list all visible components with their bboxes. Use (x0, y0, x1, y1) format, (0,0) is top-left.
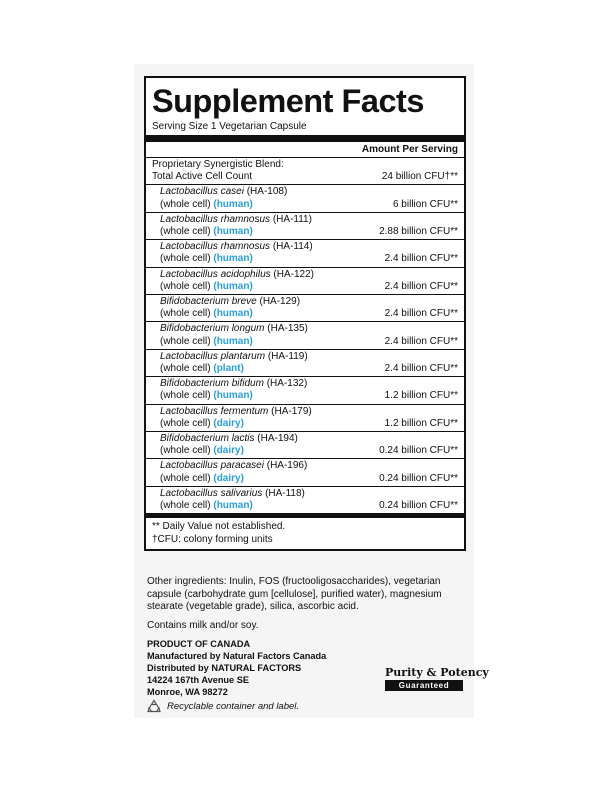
other-ingredients: Other ingredients: Inulin, FOS (fructooligosaccharides), vegetarian capsule (carbohydrate gum [cellulose], purified water), magnesium stearate (vegetable grade), silica, ascorbic acid. (147, 576, 442, 612)
strain-prefix: (whole cell) (160, 335, 211, 347)
strain-source: (human) (213, 500, 253, 512)
strain-amount: 2.4 billion CFU** (384, 253, 458, 265)
strain-row (146, 185, 464, 212)
strain-source: (dairy) (213, 445, 244, 457)
manufacturer-line: Manufactured by Natural Factors Canada (147, 651, 327, 661)
blend-row (146, 158, 464, 185)
strain-source: (human) (213, 335, 253, 347)
strain-code: (HA-111) (272, 213, 312, 225)
amount-per-serving-header: Amount Per Serving (146, 142, 464, 158)
strain-source: (dairy) (213, 417, 244, 429)
strain-prefix: (whole cell) (160, 308, 211, 320)
strain-code: (HA-135) (267, 323, 308, 335)
strain-name: Lactobacillus salivarius (160, 487, 263, 499)
strain-amount: 1.2 billion CFU** (384, 390, 458, 402)
manufacturer-info (147, 638, 367, 698)
strain-name: Bifidobacterium lactis (160, 433, 255, 445)
strain-code: (HA-119) (267, 350, 308, 362)
distributor-line: Distributed by NATURAL FACTORS (147, 663, 302, 673)
strain-amount: 2.88 billion CFU** (379, 226, 458, 238)
strain-prefix: (whole cell) (160, 280, 211, 292)
strain-code: (HA-118) (265, 487, 305, 499)
strain-amount: 2.4 billion CFU** (384, 280, 458, 292)
strain-amount: 0.24 billion CFU** (379, 500, 458, 512)
strain-row (146, 459, 464, 486)
origin-line: PRODUCT OF CANADA (147, 639, 251, 649)
strain-code: (HA-122) (273, 268, 314, 280)
strain-source: (dairy) (213, 472, 244, 484)
strain-code: (HA-114) (272, 241, 313, 253)
strain-code: (HA-129) (259, 296, 301, 308)
strain-row (146, 487, 464, 514)
seal-bottom-text: Guaranteed (385, 680, 463, 691)
recycle-icon (147, 699, 161, 713)
other-ingredients-section (147, 576, 467, 638)
strain-code: (HA-179) (271, 405, 312, 417)
footnote-daily-value: ** Daily Value not established. (152, 521, 286, 533)
strain-prefix: (whole cell) (160, 363, 211, 375)
strain-amount: 1.2 billion CFU** (384, 417, 458, 429)
strain-name: Bifidobacterium bifidum (160, 378, 264, 390)
strain-code: (HA-194) (257, 433, 298, 445)
strain-source: (human) (213, 390, 253, 402)
footnote-cfu: †CFU: colony forming units (152, 533, 273, 545)
strain-code: (HA-132) (266, 378, 308, 390)
recycle-text: Recyclable container and label. (167, 700, 300, 712)
strain-prefix: (whole cell) (160, 198, 211, 210)
strain-row (146, 240, 464, 267)
blend-name: Proprietary Synergistic Blend: (152, 159, 284, 170)
strain-name: Lactobacillus rhamnosus (160, 241, 271, 253)
strain-row (146, 350, 464, 377)
strain-source: (human) (213, 253, 253, 265)
strain-amount: 0.24 billion CFU** (379, 445, 458, 457)
blend-amount: 24 billion CFU†** (381, 171, 458, 183)
recycle-note (147, 699, 299, 713)
strain-source: (human) (213, 308, 253, 320)
thick-divider (146, 135, 464, 142)
seal-top-text: Purity & Potency (385, 666, 489, 679)
strain-prefix: (whole cell) (160, 417, 211, 429)
strain-amount: 2.4 billion CFU** (384, 363, 458, 375)
strain-prefix: (whole cell) (160, 253, 211, 265)
strain-prefix: (whole cell) (160, 445, 211, 457)
strain-prefix: (whole cell) (160, 500, 211, 512)
strain-code: (HA-108) (246, 186, 288, 198)
strain-source: (human) (213, 198, 253, 210)
strain-list (146, 185, 464, 514)
facts-title: Supplement Facts (152, 83, 424, 119)
strain-prefix: (whole cell) (160, 390, 211, 402)
strain-name: Lactobacillus rhamnosus (160, 213, 271, 225)
serving-size: Serving Size 1 Vegetarian Capsule (152, 121, 307, 132)
strain-row (146, 213, 464, 240)
strain-name: Lactobacillus paracasei (160, 460, 264, 472)
address-city: Monroe, WA 98272 (147, 687, 228, 697)
strain-source: (plant) (213, 363, 244, 375)
strain-source: (human) (213, 226, 253, 238)
supplement-facts-panel (144, 76, 466, 551)
strain-name: Lactobacillus fermentum (160, 405, 269, 417)
strain-row (146, 268, 464, 295)
footnotes (146, 513, 464, 549)
purity-potency-seal (385, 666, 489, 691)
strain-row (146, 295, 464, 322)
strain-name: Bifidobacterium breve (160, 296, 257, 308)
address-street: 14224 167th Avenue SE (147, 675, 249, 685)
strain-row (146, 432, 464, 459)
strain-source: (human) (213, 280, 253, 292)
strain-name: Lactobacillus casei (160, 186, 244, 198)
strain-amount: 2.4 billion CFU** (384, 308, 458, 320)
allergen-statement: Contains milk and/or soy. (147, 619, 259, 631)
strain-amount: 0.24 billion CFU** (379, 472, 458, 484)
blend-count-label: Total Active Cell Count (152, 171, 253, 183)
strain-prefix: (whole cell) (160, 472, 211, 484)
strain-name: Bifidobacterium longum (160, 323, 265, 335)
strain-code: (HA-196) (266, 460, 308, 472)
strain-row (146, 405, 464, 432)
strain-row (146, 322, 464, 349)
strain-name: Lactobacillus acidophilus (160, 268, 271, 280)
strain-name: Lactobacillus plantarum (160, 350, 266, 362)
strain-row (146, 377, 464, 404)
strain-prefix: (whole cell) (160, 226, 211, 238)
strain-amount: 2.4 billion CFU** (384, 335, 458, 347)
strain-amount: 6 billion CFU** (392, 198, 458, 210)
